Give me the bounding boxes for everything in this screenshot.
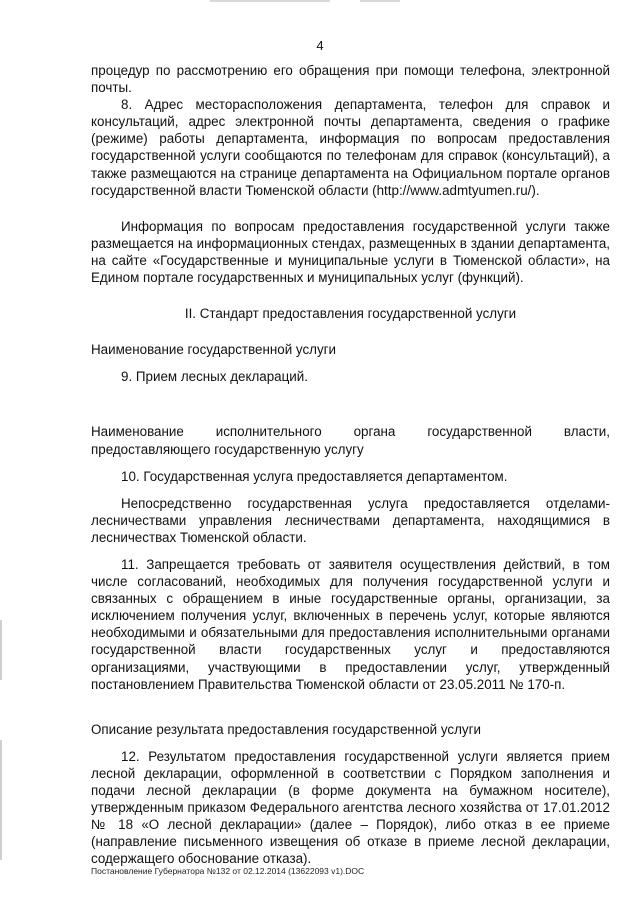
paragraph-8: 8. Адрес месторасположения департамента, телефон для справок и консультаций, адрес электронной почты департамента, сведения о графике (режиме) работы департамента, информация по вопросам предоставления государственной услуги сообщаются по телефонам для справок (консультаций), а также размещаются на странице департамента на Официальном портале органов государственной власти Тюменской области (http://www.admtyumen.ru/).: [91, 97, 610, 198]
subheading-result: Описание результата предоставления государственной услуги: [91, 721, 481, 737]
paragraph-12: 12. Результатом предоставления государственной услуги является прием лесной декларации, оформленной в соответствии с Порядком заполнения и подачи лесной декларации (в форме документа на бумажном носителе), утвержденным приказом Федерального агентства лесного хозяйства от 17.01.2012 № 18 «О лесной декларации» (далее – Порядок), либо отказ в ее приеме (направление письменного извещения об отказе в приеме лесной декларации, содержащего обоснование отказа).: [91, 748, 610, 867]
scan-edge-mark: [0, 620, 2, 680]
scan-edge-mark: [0, 740, 2, 860]
paragraph-11: 11. Запрещается требовать от заявителя осуществления действий, в том числе согласований, необходимых для получения государственной услуги и связанных с обращением в иные государственные органы, организации, за исключением получения услуг, включенных в перечень услуг, которые являются необходимыми и обязательными для предоставления исполнительными органами государственной власти государственных услуг и предоставляются организациями, участвующими в предоставлении услуг, утвержденный постановлением Правительства Тюменской области от 23.05.2011 № 170-п.: [91, 556, 610, 692]
scan-edge-mark: [360, 0, 400, 2]
subheading-service-name: Наименование государственной услуги: [91, 342, 337, 358]
paragraph-10-continued: Непосредственно государственная услуга предоставляется отделами-лесничествами управления лесничествами департамента, находящимися в лесничествах Тюменской области.: [91, 495, 610, 545]
page-number: 4: [316, 38, 324, 53]
paragraph-9: 9. Прием лесных деклараций.: [121, 369, 308, 385]
section-heading: II. Стандарт предоставления государственной услуги: [184, 306, 517, 322]
footer-document-reference: Постановление Губернатора №132 от 02.12.2014 (13622093 v1).DOC: [91, 866, 365, 876]
paragraph-info: Информация по вопросам предоставления государственной услуги также размещается на информационных стендах, размещенных в здании департамента, на сайте «Государственные и муниципальные услуги в Тюменской области», на Едином портале государственных и муниципальных услуг (функций).: [91, 218, 610, 286]
scan-edge-mark: [210, 0, 330, 2]
subheading-executive-body: Наименование исполнительного органа государственной власти, предоставляющего государственную услугу: [91, 424, 610, 457]
paragraph-10: 10. Государственная услуга предоставляется департаментом.: [121, 468, 508, 484]
document-body: [91, 62, 610, 867]
paragraph-continuation: процедур по рассмотрению его обращения при помощи телефона, электронной почты.: [91, 63, 610, 96]
